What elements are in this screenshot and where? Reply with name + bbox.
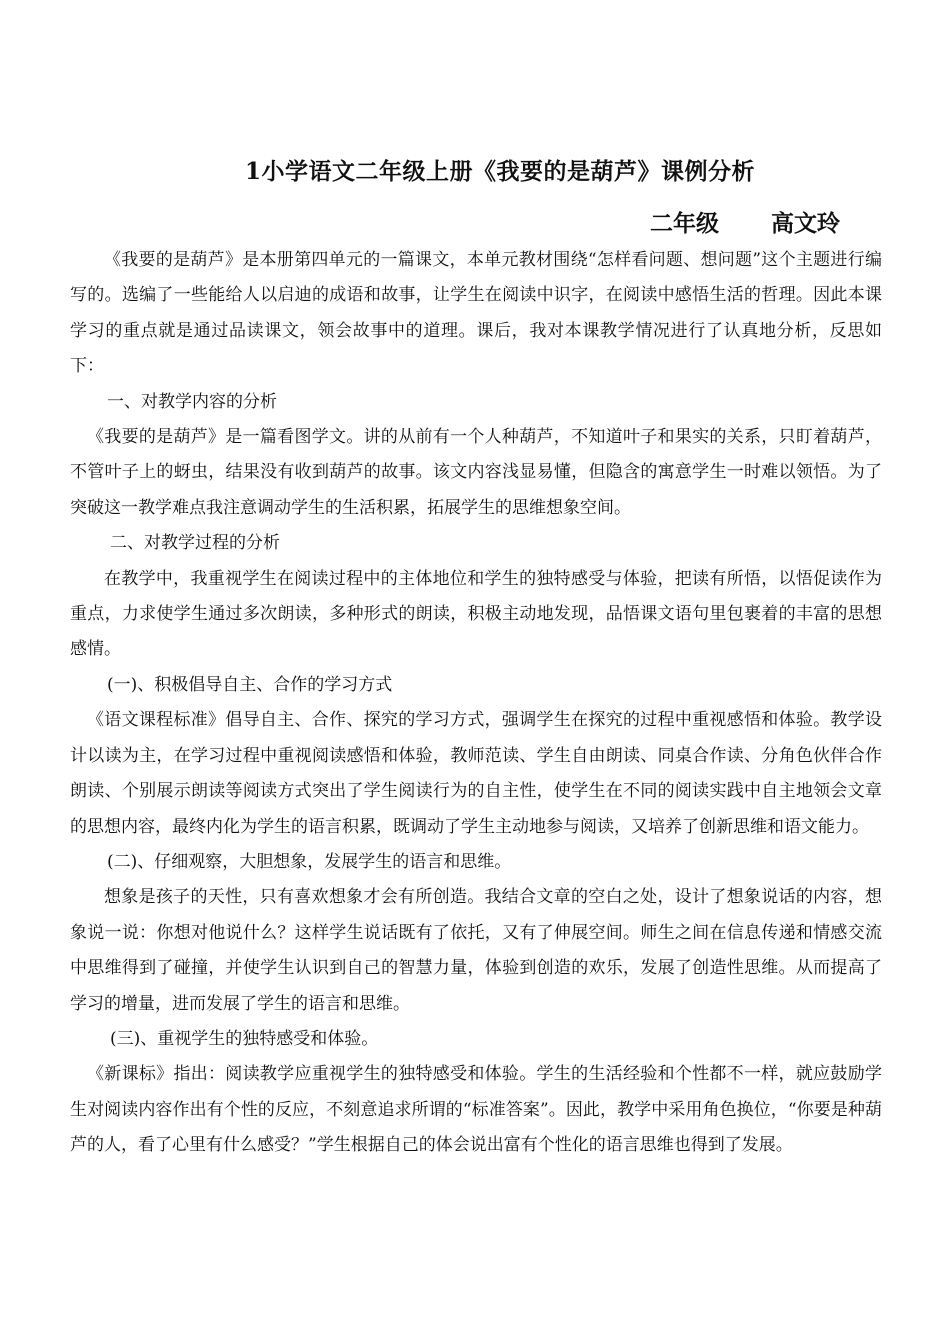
subsection-paragraph-2: 想象是孩子的天性，只有喜欢想象才会有所创造。我结合文章的空白之处，设计了想象说话的内容，想象说一说：你想对他说什么？这样学生说话既有了依托，又有了伸展空间。师生之间在信息传递和情感交流中思维得到了碰撞，并使学生认识到自己的智慧力量，体验到创造的欢乐，发展了创造性思维。从而提高了学习的增量，进而发展了学生的语言和思维。 — [70, 887, 882, 1014]
subsection-heading-2: (二)、仔细观察，大胆想象，发展学生的语言和思维。 — [107, 851, 512, 872]
page-title: 1小学语文二年级上册《我要的是葫芦》课例分析 — [244, 158, 755, 185]
subsection-paragraph-3: 《新课标》指出：阅读教学应重视学生的独特感受和体验。学生的生活经验和个性都不一样，就应鼓励学生对阅读内容作出有个性的反应，不刻意追求所谓的“标准答案”。因此，教学中采用角色换位，“你要是种葫芦的人，看了心里有什么感受？”学生根据自己的体会说出富有个性化的语言思维也得到了发展。 — [70, 1064, 882, 1156]
section-heading-2: 二、对教学过程的分析 — [110, 533, 280, 554]
author-line — [650, 205, 840, 238]
document-body — [70, 243, 882, 1164]
intro-paragraph: 《我要的是葫芦》是本册第四单元的一篇课文，本单元教材围绕“怎样看问题、想问题”这个主题进行编写的。选编了一些能给人以启迪的成语和故事，让学生在阅读中识字，在阅读中感悟生活的哲理。因此本课学习的重点就是通过品读课文，领会故事中的道理。课后，我对本课教学情况进行了认真地分析，反思如下： — [70, 250, 882, 377]
grade-label: 二年级 — [650, 210, 719, 237]
subsection-heading-1: (一)、积极倡导自主、合作的学习方式 — [107, 674, 393, 695]
subsection-paragraph-1: 《语文课程标准》倡导自主、合作、探究的学习方式，强调学生在探究的过程中重视感悟和体验。教学设计以读为主，在学习过程中重视阅读感悟和体验，教师范读、学生自由朗读、同桌合作读、分角色伙伴合作朗读、个别展示朗读等阅读方式突出了学生阅读行为的自主性，使学生在不同的阅读实践中自主地领会文章的思想内容，最终内化为学生的语言积累，既调动了学生主动地参与阅读，又培养了创新思维和语文能力。 — [70, 710, 882, 837]
section-paragraph-1: 《我要的是葫芦》是一篇看图学文。讲的从前有一个人种葫芦，不知道叶子和果实的关系，只盯着葫芦，不管叶子上的蚜虫，结果没有收到葫芦的故事。该文内容浅显易懂，但隐含的寓意学生一时难以领悟。为了突破这一教学难点我注意调动学生的生活积累，拓展学生的思维想象空间。 — [70, 427, 882, 518]
section-heading-1: 一、对教学内容的分析 — [107, 391, 277, 412]
author-name: 高文玲 — [771, 210, 840, 237]
section-paragraph-2: 在教学中，我重视学生在阅读过程中的主体地位和学生的独特感受与体验，把读有所悟，以悟促读作为重点，力求使学生通过多次朗读，多种形式的朗读，积极主动地发现，品悟课文语句里包裹着的丰富的思想感情。 — [70, 568, 882, 660]
subsection-heading-3: (三)、重视学生的独特感受和体验。 — [110, 1028, 379, 1049]
